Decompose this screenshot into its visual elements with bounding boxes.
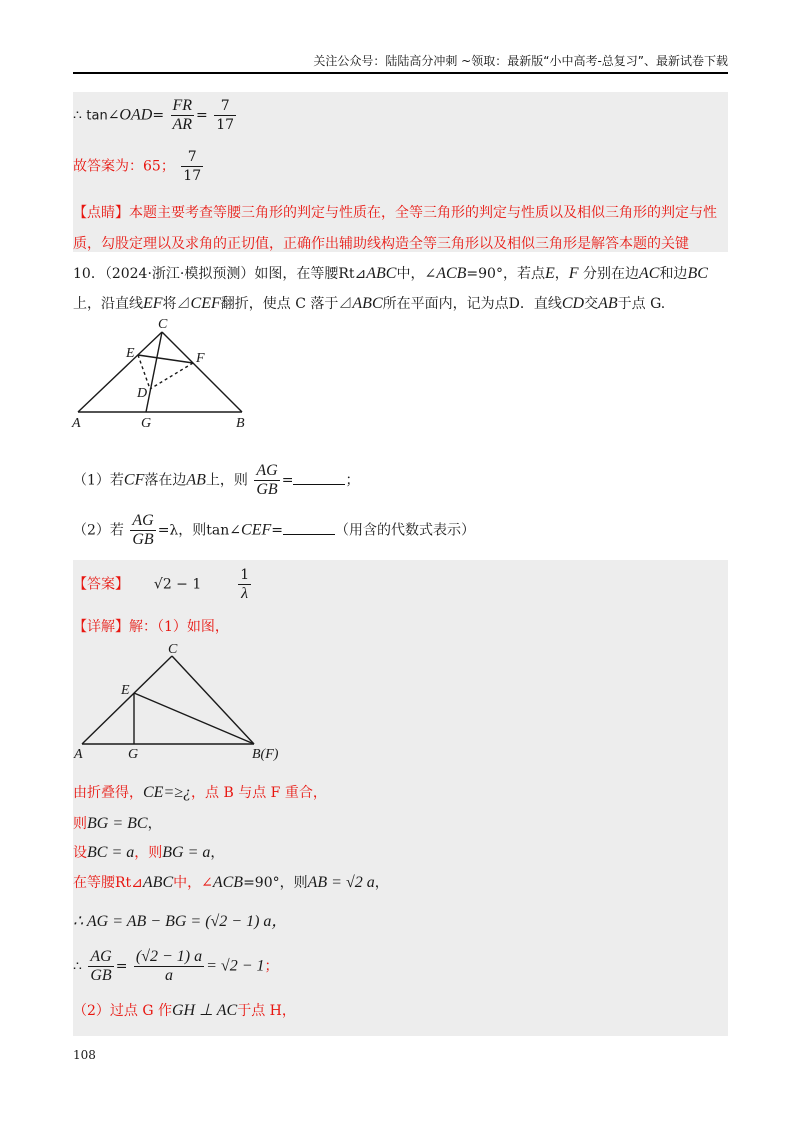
line-eb <box>134 693 254 744</box>
part-2-question: （2）若 $\frac{AG}{GB}$ =λ，则tan∠CEF= （用含的代数式表示） <box>73 512 475 548</box>
label-f: F <box>196 351 205 366</box>
part-1-question: （1）若CF落在边AB上，则 $\frac{AG}{GB}$ = ； <box>73 462 360 498</box>
comment-line-1: 【点睛】本题主要考查等腰三角形的判定与性质在，全等三角形的判定与性质以及相似三角形的判定与性 <box>73 205 717 221</box>
label-a-2: A <box>74 747 83 762</box>
solution-step-1: 由折叠得，CE=≥¿，点 B 与点 F 重合， <box>73 784 327 801</box>
answer-blank-2[interactable] <box>283 520 335 535</box>
answer-line: 【答案】 √2 − 1 $\frac{1}{\lambda}$ <box>73 567 250 602</box>
label-g-2: G <box>128 747 139 762</box>
fraction-ag-gb: $\frac{AG}{GB}$ <box>256 462 278 498</box>
label-b: B <box>236 416 245 431</box>
label-bf-2: B(F) <box>252 747 279 762</box>
answer-blank-1[interactable] <box>293 470 345 485</box>
solution-step-5: ∴ AG = AB − BG = (√2 − 1) a， <box>73 913 288 930</box>
fraction-ag-gb-2: $\frac{AG}{GB}$ <box>132 512 154 548</box>
solution-step-4: 在等腰Rt⊿ABC中，∠ACB=90°，则AB = √2 a， <box>73 874 389 891</box>
solution-step-7: （2）过点 G 作GH ⊥ AC于点 H， <box>73 1002 296 1019</box>
label-e-2: E <box>121 683 130 698</box>
solution-step-3: 设BC = a，则BG = a， <box>73 844 225 861</box>
tan-oad-line: ∴ tan∠OAD= $\frac{FR}{AR}$ = $\frac{7}{17}$ <box>73 97 235 133</box>
previous-answer-line: 故答案为：65； $\frac{7}{17}$ <box>73 149 202 184</box>
label-g: G <box>141 416 152 431</box>
label-c-2: C <box>168 642 178 657</box>
side-ac-2 <box>82 656 172 744</box>
label-e: E <box>126 346 135 361</box>
question-10-line-2: 上，沿直线EF将⊿CEF翻折，使点 C 落于⊿ABC所在平面内，记为点D．直线CD交AB于点 G. <box>73 295 666 312</box>
line-fd-dashed <box>150 363 193 389</box>
answer-fraction-7-17: $\frac{7}{17}$ <box>183 149 202 184</box>
fraction-sqrt2-a: $\frac{(√2 - 1) a}{a}$ <box>135 948 203 984</box>
label-a: A <box>72 416 81 431</box>
detail-line: 【详解】解：（1）如图， <box>73 619 229 635</box>
side-bc <box>162 332 242 412</box>
label-c: C <box>158 317 168 332</box>
line-ef <box>138 355 193 363</box>
side-bc-2 <box>172 656 254 744</box>
answer-2-fraction: $\frac{1}{\lambda}$ <box>240 567 250 602</box>
answer-1: √2 − 1 <box>153 576 202 593</box>
fraction-ag-gb-3: $\frac{AG}{GB}$ <box>90 948 112 984</box>
side-ac <box>78 332 162 412</box>
page-number: 108 <box>73 1048 96 1062</box>
page-header <box>73 50 728 74</box>
line-ed-dashed <box>138 355 150 389</box>
label-d: D <box>137 386 148 401</box>
triangle-fold-figure <box>68 316 288 432</box>
question-10-line-1: 10．（2024·浙江·模拟预测）如图，在等腰Rt⊿ABC中，∠ACB=90°，若点E，F 分别在边AC和边BC <box>73 265 708 282</box>
fraction-fr-ar: $\frac{FR}{AR}$ <box>172 97 193 133</box>
header-text: 关注公众号：陆陆高分冲刺 ~领取：最新版“小中高考-总复习”、最新试卷下载 <box>313 54 728 68</box>
triangle-fold-figure-2 <box>68 638 298 764</box>
fraction-7-17: $\frac{7}{17}$ <box>216 98 235 133</box>
solution-step-6: ∴ $\frac{AG}{GB}$ = $\frac{(√2 - 1) a}{a}$ = √2 − 1； <box>73 948 279 984</box>
comment-line-2: 质，勾股定理以及求角的正切值，正确作出辅助线构造全等三角形以及相似三角形是解答本题的关键 <box>73 236 689 252</box>
solution-step-2: 则BG = BC， <box>73 815 162 832</box>
